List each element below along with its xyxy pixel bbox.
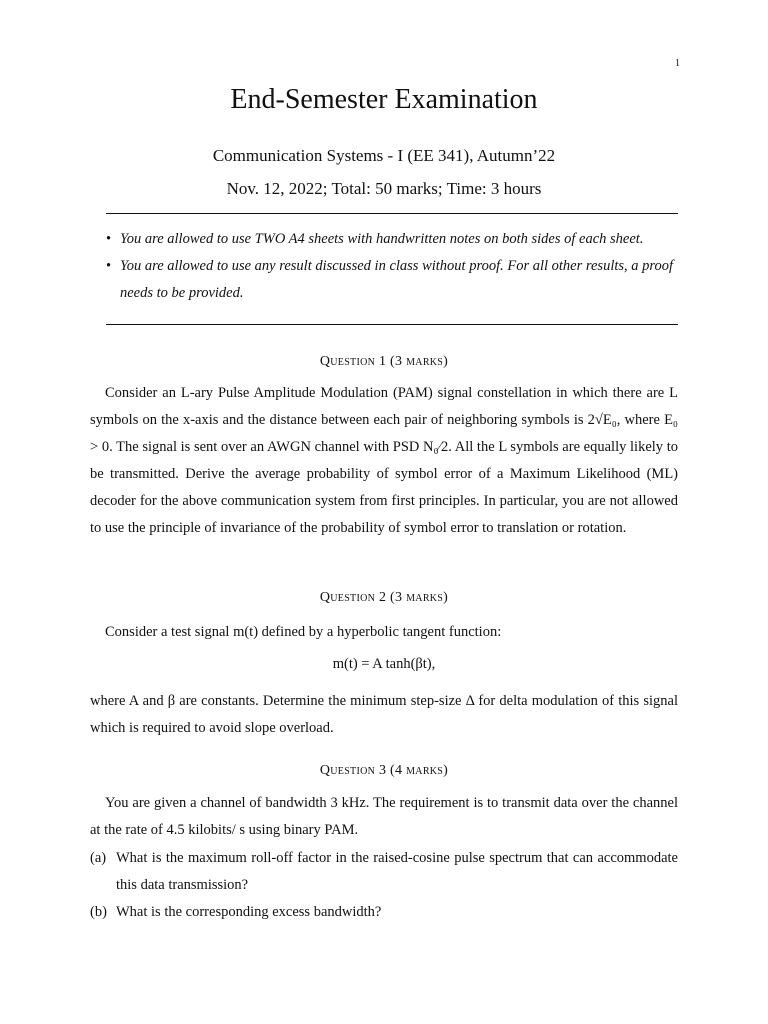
question-2-heading: Question 2 (3 marks) — [319, 590, 449, 605]
part-label: (b) — [90, 904, 107, 920]
question-2-text: where A and β are constants. Determine the minimum step-size Δ for delta modulation of this signal which is required to avoid slope overload. — [90, 693, 678, 736]
instruction-text: You are allowed to use any result discussed in class without proof. For all other results, a proof needs to be provided. — [120, 258, 674, 301]
question-3-parts — [90, 845, 678, 926]
course-line: Communication Systems - I (EE 341), Autumn’22 — [212, 146, 556, 165]
divider-top — [106, 213, 678, 214]
exam-info-line: Nov. 12, 2022; Total: 50 marks; Time: 3 hours — [226, 179, 542, 198]
question-3-text: You are given a channel of bandwidth 3 kHz. The requirement is to transmit data over the channel at the rate of 4.5 kilobits/ s using binary PAM. — [90, 795, 678, 838]
divider-bottom — [106, 324, 678, 325]
instructions-list — [106, 226, 678, 307]
part-text: What is the maximum roll-off factor in the raised-cosine pulse spectrum that can accommodate this data transmission? — [116, 850, 678, 893]
instruction-item — [106, 253, 678, 307]
question-3-part-a — [90, 845, 678, 899]
question-2-intro: Consider a test signal m(t) defined by a hyperbolic tangent function: — [105, 624, 502, 640]
page-number: 1 — [675, 58, 680, 69]
question-1-text: Consider an L-ary Pulse Amplitude Modulation (PAM) signal constellation in which there are L symbols on the x-axis and the distance between each pair of neighboring symbols is 2√E₀, where E₀ > 0. The signal is sent over an AWGN channel with PSD N₀⁄2. All the L symbols are equally likely to be transmitted. Derive the average probability of symbol error of a Maximum Likelihood (ML) decoder for the above communication system from first principles. In particular, you are not allowed to use the principle of invariance of the probability of symbol error to translation or rotation. — [90, 385, 678, 536]
part-text: What is the corresponding excess bandwidth? — [116, 904, 382, 920]
question-2-equation: m(t) = A tanh(βt), — [332, 656, 436, 672]
question-1-heading: Question 1 (3 marks) — [319, 354, 449, 369]
question-3-part-b — [90, 899, 678, 926]
bullet-icon: • — [106, 258, 112, 274]
bullet-icon: • — [106, 231, 112, 247]
question-3-heading: Question 3 (4 marks) — [319, 763, 449, 778]
part-label: (a) — [90, 850, 107, 866]
exam-title: End-Semester Examination — [230, 84, 538, 115]
instruction-item — [106, 226, 678, 253]
instruction-text: You are allowed to use TWO A4 sheets with handwritten notes on both sides of each sheet. — [120, 231, 644, 247]
